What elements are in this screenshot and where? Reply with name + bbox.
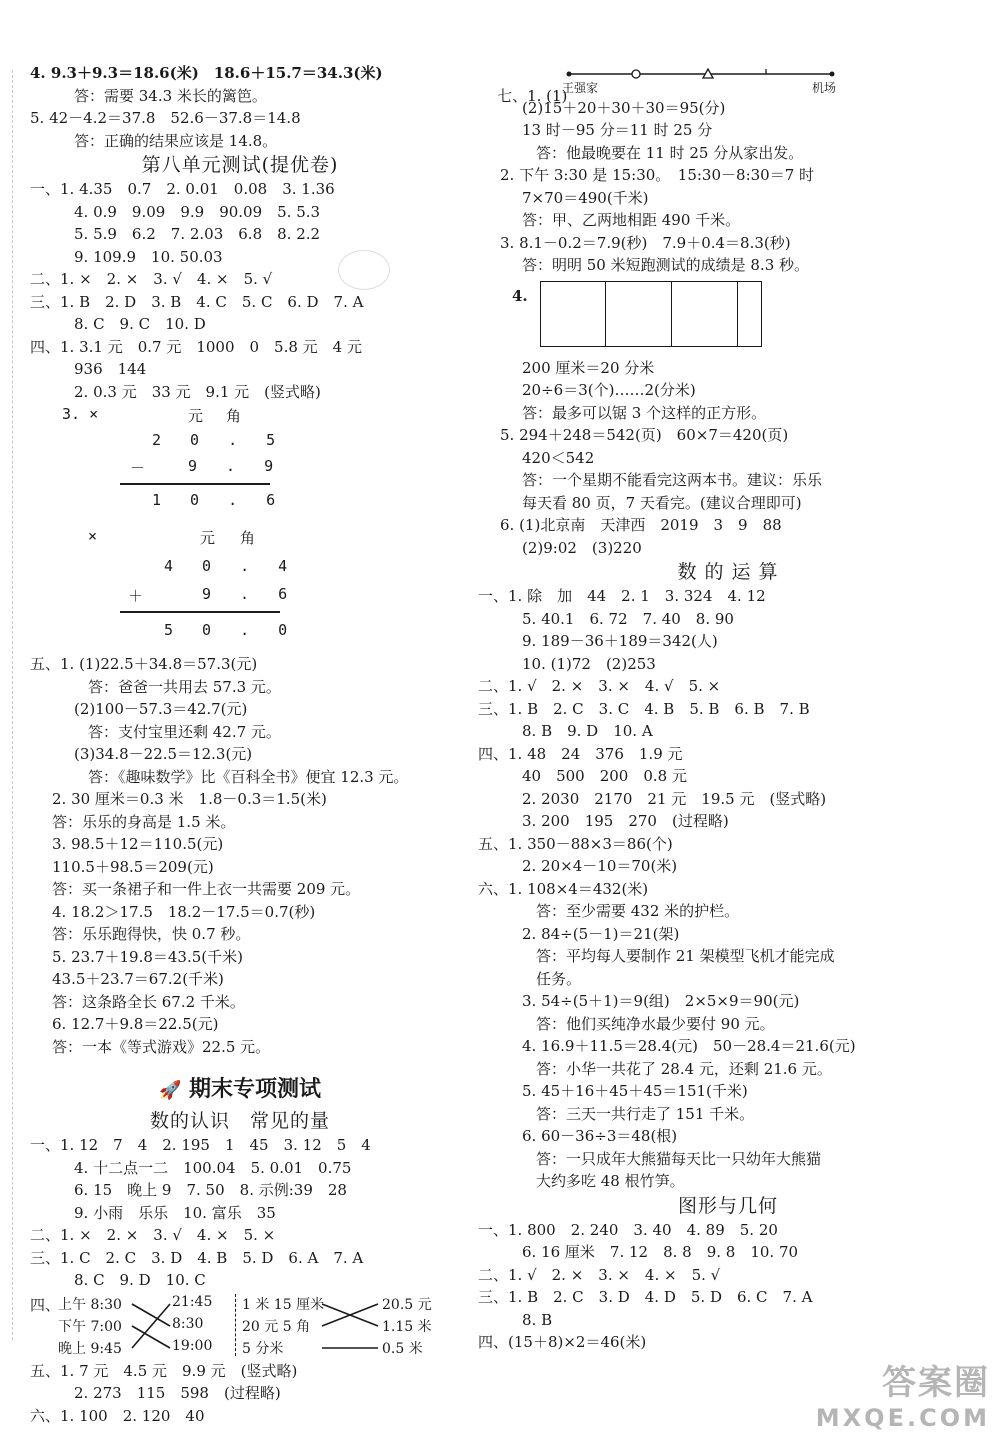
answer-line: 5. 5.9 6.2 7. 2.03 6.8 8. 2.2 bbox=[74, 225, 321, 243]
match-item: 0.5 米 bbox=[382, 1340, 423, 1357]
answer-line: 答：爸爸一共用去 57.3 元。 bbox=[88, 677, 281, 696]
answer-line: 3. 8.1－0.2＝7.9(秒) 7.9＋0.4＝8.3(秒) bbox=[500, 233, 791, 252]
answer-line: 43.5＋23.7＝67.2(千米) bbox=[52, 970, 224, 988]
answer-line: 2. 2030 2170 21 元 19.5 元 (竖式略) bbox=[522, 789, 827, 808]
match-item: 下午 7:00 bbox=[58, 1318, 122, 1335]
answer-line: 答：一个星期不能看完这两本书。建议：乐乐 bbox=[522, 471, 823, 489]
answer-line: 8. B bbox=[522, 1310, 553, 1329]
unit-jiao: 角 bbox=[226, 407, 242, 425]
answer-line: 四、1. 3.1 元 0.7 元 1000 0 5.8 元 4 元 bbox=[30, 337, 362, 356]
answer-line: 答：明明 50 米短跑测试的成绩是 8.3 秒。 bbox=[522, 256, 810, 274]
square-divider bbox=[737, 282, 738, 346]
answer-line: 6. 16 厘米 7. 12 8. 8 9. 8 10. 70 bbox=[522, 1243, 799, 1261]
match-lines bbox=[130, 1292, 172, 1360]
answer-line: 6. 60－36÷3＝48(根) bbox=[522, 1127, 678, 1145]
answer-line: 三、1. B 2. C 3. C 4. B 5. B 6. B 7. B bbox=[478, 699, 810, 718]
answer-line: 2. 0.3 元 33 元 9.1 元 (竖式略) bbox=[74, 382, 321, 401]
section-title: 图形与几何 bbox=[677, 1194, 778, 1217]
answer-line: 答：乐乐的身高是 1.5 米。 bbox=[52, 812, 236, 831]
final-test-title bbox=[30, 1072, 450, 1108]
answer-line: (2)9:02 (3)220 bbox=[522, 538, 642, 557]
answer-line: 3. 200 195 270 (过程略) bbox=[522, 812, 729, 830]
square-divider bbox=[605, 282, 606, 346]
answer-line: 200 厘米＝20 分米 bbox=[522, 358, 655, 377]
answer-line: 2. 273 115 598 (过程略) bbox=[74, 1384, 281, 1402]
square-divider bbox=[671, 282, 672, 346]
answer-line: 8. B 9. D 10. A bbox=[522, 722, 653, 740]
match-item: 1 米 15 厘米 bbox=[242, 1296, 325, 1313]
match-item: 19:00 bbox=[172, 1337, 213, 1354]
answer-line: 六、1. 100 2. 120 40 bbox=[30, 1406, 205, 1425]
answer-line: 6. 15 晚上 9 7. 50 8. 示例:39 28 bbox=[74, 1181, 347, 1199]
match-item: 8:30 bbox=[172, 1315, 204, 1332]
answer-line: 答：需要 34.3 米长的篱笆。 bbox=[74, 86, 267, 105]
answer-line: 四、(15＋8)×2＝46(米) bbox=[478, 1333, 647, 1351]
answer-line: 四、1. 48 24 376 1.9 元 bbox=[478, 744, 683, 763]
answer-line: 三、1. B 2. D 3. B 4. C 5. C 6. D 7. A bbox=[30, 292, 364, 311]
answer-line: 3. 54÷(5＋1)＝9(组) 2×5×9＝90(元) bbox=[522, 992, 800, 1010]
calc-line bbox=[120, 483, 270, 485]
calc-result: 5 0 . 0 bbox=[164, 621, 298, 639]
answer-line: 8. C 9. D 10. C bbox=[74, 1271, 206, 1289]
answer-line: 五、1. (1)22.5＋34.8＝57.3(元) bbox=[30, 655, 258, 673]
answer-line: 2. 84÷(5－1)＝21(架) bbox=[522, 924, 680, 943]
final-test-title-text: 期末专项测试 bbox=[189, 1077, 322, 1102]
right-column bbox=[478, 62, 978, 1354]
answer-line: 20÷6＝3(个)……2(分米) bbox=[522, 381, 696, 399]
answer-line: 4. 18.2＞17.5 18.2－17.5＝0.7(秒) bbox=[52, 902, 316, 921]
answer-line: 4. 9.3＋9.3＝18.6(米) 18.6＋15.7＝34.3(米) bbox=[30, 64, 383, 82]
answer-line: 答：一本《等式游戏》22.5 元。 bbox=[52, 1037, 271, 1056]
answer-line: 答：买一条裙子和一件上衣一共需要 209 元。 bbox=[52, 880, 361, 898]
answer-line: 答：支付宝里还剩 42.7 元。 bbox=[88, 722, 281, 741]
answer-line: 答：他们买纯净水最少要付 90 元。 bbox=[536, 1014, 775, 1033]
vertical-calculation bbox=[38, 525, 450, 653]
section-subtitle: 数的认识 常见的量 bbox=[149, 1110, 330, 1132]
answer-line: 6. (1)北京南 天津西 2019 3 9 88 bbox=[500, 516, 782, 534]
answer-line: 一、1. 除 加 44 2. 1 3. 324 4. 12 bbox=[478, 587, 766, 605]
answer-line: 一、1. 800 2. 240 3. 40 4. 89 5. 20 bbox=[478, 1220, 778, 1239]
match-item: 21:45 bbox=[172, 1293, 213, 1310]
question-prefix: 七、1. (1) bbox=[497, 86, 568, 105]
match-item: 1.15 米 bbox=[382, 1318, 432, 1335]
calc-row: 2 0 . 5 bbox=[152, 431, 286, 449]
route-label: 王强家 bbox=[562, 80, 599, 95]
answer-line: 40 500 200 0.8 元 bbox=[522, 767, 687, 785]
calc-line bbox=[120, 611, 280, 613]
section-title: 第八单元测试(提优卷) bbox=[141, 154, 339, 176]
match-item: 5 分米 bbox=[242, 1340, 284, 1357]
column-margin-line bbox=[12, 70, 13, 1340]
left-column bbox=[30, 62, 450, 1427]
answer-line: 答：至少需要 432 米的护栏。 bbox=[536, 902, 740, 920]
answer-line: 二、1. × 2. × 3. √ 4. × 5. × bbox=[30, 1226, 276, 1244]
answer-line: 二、1. × 2. × 3. √ 4. × 5. √ bbox=[30, 270, 273, 288]
calc-mark: × bbox=[88, 527, 98, 545]
route-label: 机场 bbox=[812, 80, 837, 95]
answer-line: (2)15＋20＋30＋30＝95(分) bbox=[522, 98, 726, 117]
answer-line: 2. 30 厘米＝0.3 米 1.8－0.3＝1.5(米) bbox=[52, 790, 327, 808]
calc-row: 4 0 . 4 bbox=[164, 557, 298, 575]
answer-line: 5. 23.7＋19.8＝43.5(千米) bbox=[52, 947, 243, 966]
answer-line: 13 时－95 分＝11 时 25 分 bbox=[522, 121, 713, 139]
answer-line: 三、1. C 2. C 3. D 4. B 5. D 6. A 7. A bbox=[30, 1248, 364, 1267]
answer-line: 2. 下午 3:30 是 15:30。 15:30－8:30＝7 时 bbox=[500, 166, 815, 184]
answer-line: 答：三天一共行走了 151 千米。 bbox=[536, 1104, 755, 1123]
matching-label: 四、 bbox=[30, 1295, 61, 1314]
answer-line: 答：小华一共花了 28.4 元，还剩 21.6 元。 bbox=[536, 1059, 832, 1078]
answer-line: 五、1. 7 元 4.5 元 9.9 元 (竖式略) bbox=[30, 1361, 298, 1380]
answer-line: (3)34.8－22.5＝12.3(元) bbox=[74, 745, 253, 763]
answer-line: 三、1. B 2. C 3. D 4. D 5. D 6. C 7. A bbox=[478, 1288, 813, 1306]
squares-question bbox=[478, 281, 978, 347]
answer-line: 答：平均每人要制作 21 架模型飞机才能完成 bbox=[536, 947, 835, 965]
answer-line: 任务。 bbox=[536, 969, 582, 988]
match-item: 20.5 元 bbox=[382, 1296, 432, 1313]
calc-row: 9 . 9 bbox=[188, 457, 284, 475]
answer-line: 3. 98.5＋12＝110.5(元) bbox=[52, 835, 224, 853]
answer-line: 答：正确的结果应该是 14.8。 bbox=[74, 131, 278, 150]
answer-line: 答：他最晚要在 11 时 25 分从家出发。 bbox=[536, 143, 804, 162]
answer-line: 大约多吃 48 根竹笋。 bbox=[536, 1172, 685, 1190]
matching-exercise bbox=[30, 1292, 450, 1360]
watermark-title: 答案圈 bbox=[882, 1363, 990, 1403]
answer-line: 4. 16.9＋11.5＝28.4(元) 50－28.4＝21.6(元) bbox=[522, 1037, 856, 1055]
unit-jiao: 角 bbox=[240, 529, 256, 547]
answer-line: 4. 十二点一二 100.04 5. 0.01 0.75 bbox=[74, 1158, 352, 1177]
rocket-icon: 🚀 bbox=[158, 1080, 182, 1101]
calc-row: 9 . 6 bbox=[202, 585, 298, 603]
answer-line: 2. 20×4－10＝70(米) bbox=[522, 857, 678, 875]
calc-operator: － bbox=[130, 459, 146, 477]
answer-line: 二、1. √ 2. × 3. × 4. × 5. √ bbox=[478, 1265, 721, 1284]
answer-line: 9. 109.9 10. 50.03 bbox=[74, 247, 223, 266]
answer-line: 答：乐乐跑得快，快 0.7 秒。 bbox=[52, 925, 251, 943]
answer-line: 936 144 bbox=[74, 360, 147, 378]
answer-line: 5. 40.1 6. 72 7. 40 8. 90 bbox=[522, 609, 734, 628]
answer-line: 5. 42－4.2＝37.8 52.6－37.8＝14.8 bbox=[30, 109, 301, 127]
match-divider bbox=[235, 1294, 236, 1356]
question-number: 4. bbox=[512, 286, 528, 305]
calc-result: 1 0 . 6 bbox=[152, 491, 286, 509]
answer-line: 110.5＋98.5＝209(元) bbox=[52, 857, 214, 876]
calc-operator: ＋ bbox=[128, 587, 144, 605]
answer-line: 答：《趣味数学》比《百科全书》便宜 12.3 元。 bbox=[88, 767, 409, 786]
answer-line: 二、1. √ 2. × 3. × 4. √ 5. × bbox=[478, 677, 721, 695]
answer-line: 420＜542 bbox=[522, 448, 595, 467]
answer-line: 五、1. 350－88×3＝86(个) bbox=[478, 834, 673, 853]
answer-line: 答：一只成年大熊猫每天比一只幼年大熊猫 bbox=[536, 1149, 822, 1168]
answer-line: 7×70＝490(千米) bbox=[522, 188, 649, 207]
unit-yuan: 元 bbox=[200, 529, 216, 547]
answer-line: 答：这条路全长 67.2 千米。 bbox=[52, 992, 245, 1011]
answer-line: 10. (1)72 (2)253 bbox=[522, 654, 656, 673]
match-item: 20 元 5 角 bbox=[242, 1318, 311, 1335]
answer-line: 6. 12.7＋9.8＝22.5(元) bbox=[52, 1015, 219, 1033]
section-title: 数 的 运 算 bbox=[677, 561, 779, 583]
square-diagram bbox=[540, 281, 762, 347]
calc-mark: 3. × bbox=[62, 405, 99, 423]
route-labels bbox=[478, 80, 978, 97]
answer-line: 5. 294＋248＝542(页) 60×7＝420(页) bbox=[500, 426, 789, 444]
watermark-url: MXQE.COM bbox=[815, 1404, 990, 1432]
answer-line: 4. 0.9 9.09 9.9 90.09 5. 5.3 bbox=[74, 202, 321, 221]
answer-line: 9. 189－36＋189＝342(人) bbox=[522, 632, 718, 650]
answer-line: (2)100－57.3＝42.7(元) bbox=[74, 700, 248, 718]
answer-line: 答：最多可以锯 3 个这样的正方形。 bbox=[522, 403, 767, 422]
answer-line: 一、1. 4.35 0.7 2. 0.01 0.08 3. 1.36 bbox=[30, 180, 335, 198]
answer-line: 9. 小雨 乐乐 10. 富乐 35 bbox=[74, 1203, 276, 1222]
watermark bbox=[816, 1355, 990, 1432]
route-diagram bbox=[566, 68, 836, 80]
answer-line: 8. C 9. C 10. D bbox=[74, 315, 206, 333]
match-item: 上午 8:30 bbox=[58, 1296, 122, 1313]
answer-line: 每天看 80 页，7 天看完。(建议合理即可) bbox=[522, 493, 802, 512]
vertical-calculation bbox=[38, 403, 450, 525]
answer-line: 六、1. 108×4＝432(米) bbox=[478, 879, 649, 898]
answer-line: 答：甲、乙两地相距 490 千米。 bbox=[522, 211, 741, 229]
answer-line: 5. 45＋16＋45＋45＝151(千米) bbox=[522, 1082, 748, 1100]
match-lines bbox=[320, 1292, 380, 1360]
match-item: 晚上 9:45 bbox=[58, 1340, 122, 1357]
unit-yuan: 元 bbox=[188, 407, 204, 425]
answer-line: 一、1. 12 7 4 2. 195 1 45 3. 12 5 4 bbox=[30, 1136, 371, 1154]
